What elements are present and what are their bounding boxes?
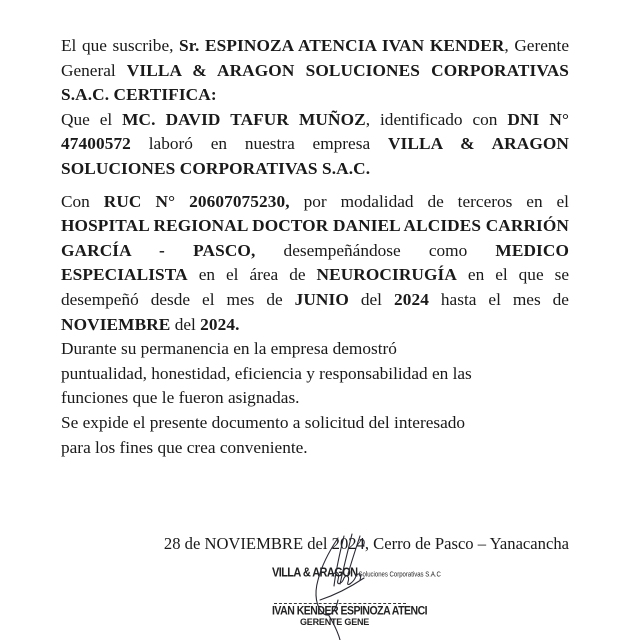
text: en el que se desempeñó desde el mes de: [61, 265, 569, 309]
paragraph-employee: [61, 108, 569, 182]
start-month: JUNIO: [294, 289, 349, 309]
end-month: NOVIEMBRE: [61, 314, 171, 334]
text: , identificado con: [365, 109, 508, 129]
position: MEDICO ESPECIALISTA: [61, 240, 569, 285]
end-year: 2024.: [200, 314, 240, 334]
stamp-signer-name: IVAN KENDER ESPINOZA ATENCI: [272, 604, 428, 618]
area: NEUROCIRUGÍA: [316, 265, 457, 285]
text: desempeñándose como: [255, 240, 496, 260]
text: por modalidad de terceros en el: [289, 191, 569, 211]
text: Que el: [61, 109, 123, 129]
stamp-signer-role: GERENTE GENE: [300, 617, 370, 627]
stamp-company: [272, 566, 441, 580]
company-stamp: [262, 560, 462, 640]
company-ruc: RUC N° 20607075230,: [103, 191, 290, 211]
hospital-name: HOSPITAL REGIONAL DOCTOR DANIEL ALCIDES CARRIÓN GARCÍA - PASCO,: [61, 216, 569, 260]
stamp-company-sub: Soluciones Corporativas S.A.C: [358, 571, 441, 579]
date-place-line: 28 de NOVIEMBRE del 2024, Cerro de Pasco – Yanacancha: [163, 534, 569, 553]
text: en el área de: [187, 265, 317, 285]
paragraph-purpose: [61, 411, 569, 460]
text: laboró en nuestra empresa: [130, 134, 388, 154]
text: del: [348, 289, 394, 309]
text-line: funciones que le fueron asignadas.: [61, 388, 300, 408]
certificate-body: [61, 34, 569, 460]
employee-dni: DNI N° 47400572: [61, 109, 569, 154]
text: del: [170, 314, 201, 334]
company-name-certifica: VILLA & ARAGON SOLUCIONES CORPORATIVAS S.A.C. CERTIFICA:: [61, 60, 570, 105]
text-line: para los fines que crea conveniente.: [61, 437, 308, 457]
start-year: 2024: [393, 289, 429, 309]
issuer-name: Sr. ESPINOZA ATENCIA IVAN KENDER: [179, 36, 505, 55]
stamp-company-name: VILLA & ARAGON: [272, 566, 358, 580]
paragraph-details: [61, 190, 569, 338]
paragraph-issuer: [61, 34, 569, 108]
text: El que suscribe,: [61, 36, 180, 55]
text: Con: [61, 191, 104, 211]
text: , Gerente General: [61, 36, 570, 80]
company-name: VILLA & ARAGON SOLUCIONES CORPORATIVAS S.A.C.: [61, 134, 569, 178]
text-line: puntualidad, honestidad, eficiencia y responsabilidad en las: [61, 363, 472, 383]
employee-name: MC. DAVID TAFUR MUÑOZ: [122, 109, 366, 129]
text-line: Se expide el presente documento a solicitud del interesado: [61, 412, 466, 432]
paragraph-performance: [61, 337, 569, 411]
text-line: Durante su permanencia en la empresa demostró: [61, 339, 397, 359]
text: hasta el mes de: [428, 289, 569, 309]
